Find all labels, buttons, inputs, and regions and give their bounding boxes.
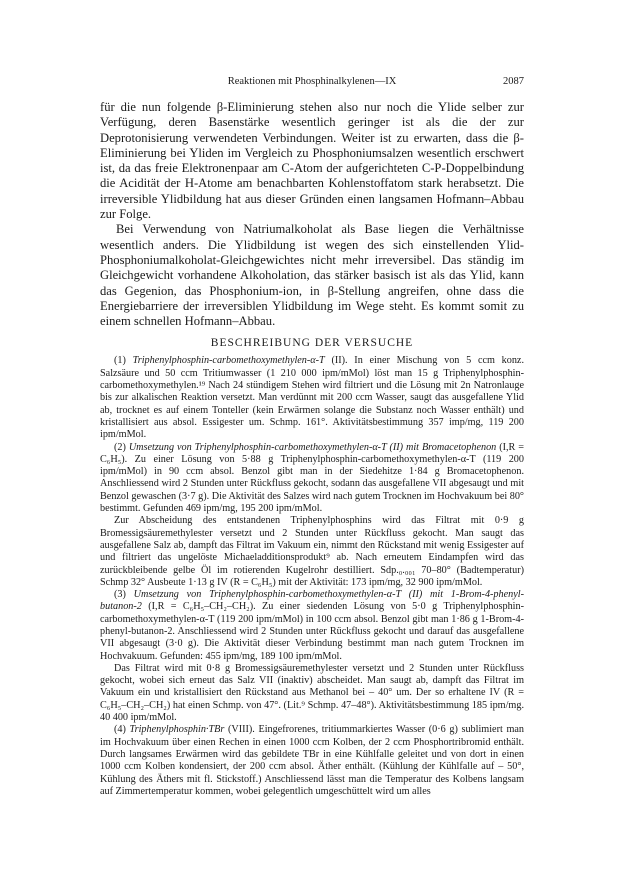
experiment-text: Zur Abscheidung des entstandenen Triphenylphosphins wird das Filtrat mit 0·9 g Bromessigsäuremethylester versetzt und 2 Stunden unter Rückfluss gekocht. Man saugt das ausgefallene Salz ab, dampft das Filtrat im Vakuum ein, nimmt den Rückstand mit wenig Essigester auf und filtriert das ungelöste Michaeladditionsprodukt⁹ ab. Nach erneutem Eindampfen wird das zurückbleibende gelbe Öl im rotierenden Kugelrohr destilliert. Sdp.₀.₀₀₁ 70–80° (Badtemperatur) Schmp 32° Ausbeute 1·13 g IV (R = C₆H₅) mit der Aktivität: 173 ipm/mg, 32 900 ipm/mMol. [100, 515, 524, 588]
main-paragraph: für die nun folgende β-Eliminierung stehen also nur noch die Ylide selber zur Verfügung, deren Basenstärke wesentlich geringer ist als die der zur Deprotonisierung verwendeten Verbindungen. Weiter ist zu erwarten, dass die β-Eliminierung bei Yliden im Vergleich zu Phosphoniumsalzen wesentlich erschwert ist, da das freie Elektronenpaar am C-Atom der aufgerichteten C-P-Doppelbindung die Acidität der H-Atome am benachbarten Kohlenstoffatom stark herabsetzt. Die irreversible Ylidbildung hat aus dieser Gründen einen langsamen Hofmann–Abbau zur Folge. [100, 100, 524, 222]
experiment-paragraph [100, 589, 524, 663]
page-number: 2087 [503, 76, 524, 87]
experiment-title: Triphenylphosphin-carbomethoxymethylen-α-T [132, 355, 325, 367]
experiment-label: (2) [114, 441, 129, 453]
section-title: BESCHREIBUNG DER VERSUCHE [210, 337, 414, 350]
experiment-label: (3) [114, 589, 134, 601]
experiment-paragraph [100, 515, 524, 589]
experiment-text: (I,R = C₆H₅). Zu einer Lösung von 5·88 g Triphenylphosphin-carbomethoxymethylen-α-T (119 200 ipm/mMol) in 90 ccm absol. Benzol gibt man in der Siedehitze 1·84 g Bromacetophenon. Anschliessend wird 2 Stunden unter Rückfluss gekocht, sodann das ausgefallene VII abgesaugt und mit Benzol gewaschen (3·7 g). Die Aktivität des Salzes wird nach gutem Trocknen im Hochvakuum bei 80° bestimmt. Gefunden 469 ipm/mg, 195 200 ipm/mMol. [100, 441, 525, 515]
experiment-paragraph [100, 355, 524, 441]
experiment-text: (VIII). Eingefrorenes, tritiummarkiertes Wasser (0·6 g) sublimiert man im Hochvakuum über einen Rechen in einen 1000 ccm Kolben, der 2 ccm Phosphortribromid enthält. Durch langsames Erwärmen wird das gebildete TBr in eine Kühlfalle geleitet und von dort in einen 1000 ccm Kolben kondensiert, der 200 ccm absol. Äther enthält. (Kühlung der Kühlfalle auf – 50°, Kühlung des Äthers mit fl. Stickstoff.) Anschliessend lässt man die Temperatur des Kolbens langsam auf Zimmertemperatur kommen, wobei gelegentlich umgeschüttelt wird um alles [100, 724, 524, 797]
experiment-title: Triphenylphosphin·TBr [129, 724, 225, 736]
experiment-text: (II). In einer Mischung von 5 ccm konz. Salzsäure und 50 ccm Tritiumwasser (1 210 000 ipm/mMol) löst man 15 g Triphenylphosphin-carbomethoxymethylen.¹⁹ Nach 24 stündigem Stehen wird filtriert und die Lösung mit 2n Natronlauge bis zur alkalischen Reaktion versetzt. Man verdünnt mit 200 ccm Wasser, saugt das ausgefallene Ylid ab, trocknet es auf einem Tonteller (kein Erwärmen solange die Substanz noch Wasser enthält) und kristallisiert aus absol. Essigester um. Schmp. 161°. Aktivitätsbestimmung 357 imp/mg, 119 200 ipm/mMol. [100, 355, 524, 441]
main-paragraph: Bei Verwendung von Natriumalkoholat als Base liegen die Verhältnisse wesentlich anders. Die Ylidbildung ist wegen des sich einstellenden Ylid-Phosphoniumalkoholat-Gleichgewichtes nicht mehr irreversibel. Das ständig im Gleichgewicht vorhandene Alkoholation, das stärker basisch ist als das Ylid, kann das Gegenion, das Phosphonium-ion, in β-Stellung angreifen, ohne dass die Energiebarriere der irreversiblen Ylidbildung im Wege steht. Es kommt somit zu einem schnellen Hofmann–Abbau. [100, 222, 524, 329]
experiment-text: Das Filtrat wird mit 0·8 g Bromessigsäuremethylester versetzt und 2 Stunden unter Rückfluss gekocht, wobei sich erneut das Salz VII (inaktiv) abscheidet. Man saugt ab, dampft das Filtrat im Vakuum ein und kristallisiert den Rückstand aus Methanol bei – 40° um. Der so erhaltene IV (R = C₆H₅–CH₂–CH₂) hat einen Schmp. von 47°. (Lit.⁹ Schmp. 47–48°). Aktivitätsbestimmung 185 ipm/mg. 40 400 ipm/mMol. [100, 662, 524, 724]
experiment-label: (4) [114, 724, 130, 736]
experiment-title: Umsetzung von Triphenylphosphin-carbomethoxymethylen-α-T (II) mit Bromacetophenon [128, 441, 497, 453]
experiment-paragraph [100, 724, 524, 798]
experiment-title: Umsetzung von Triphenylphosphin-carbomethoxymethylen-α-T (II) mit 1-Brom-4-phenyl-butanon-2 [100, 589, 524, 613]
experiment-text: (I,R = C₆H₅–CH₂–CH₂). Zu einer siedenden Lösung von 5·0 g Triphenylphosphin-carbomethoxymethylen-α-T (119 200 ipm/mMol) in 100 ccm absol. Benzol gibt man 1·86 g 1-Brom-4-phenyl-butanon-2. Anschliessend wird 2 Stunden unter Rückfluss gekocht und darauf das ausgefallene VII abgesaugt (3·0 g). Die Aktivität dieser Verbindung bestimmt man nach gutem Trocknen im Hochvakuum. Gefunden: 455 ipm/mg, 189 100 ipm/mMol. [100, 601, 524, 662]
running-header [100, 76, 524, 92]
page-body [100, 100, 524, 798]
experiment-paragraph [100, 442, 524, 516]
experiment-label: (1) [114, 355, 133, 367]
experiment-paragraph [100, 663, 524, 724]
running-title: Reaktionen mit Phosphinalkylenen—IX [227, 76, 397, 87]
